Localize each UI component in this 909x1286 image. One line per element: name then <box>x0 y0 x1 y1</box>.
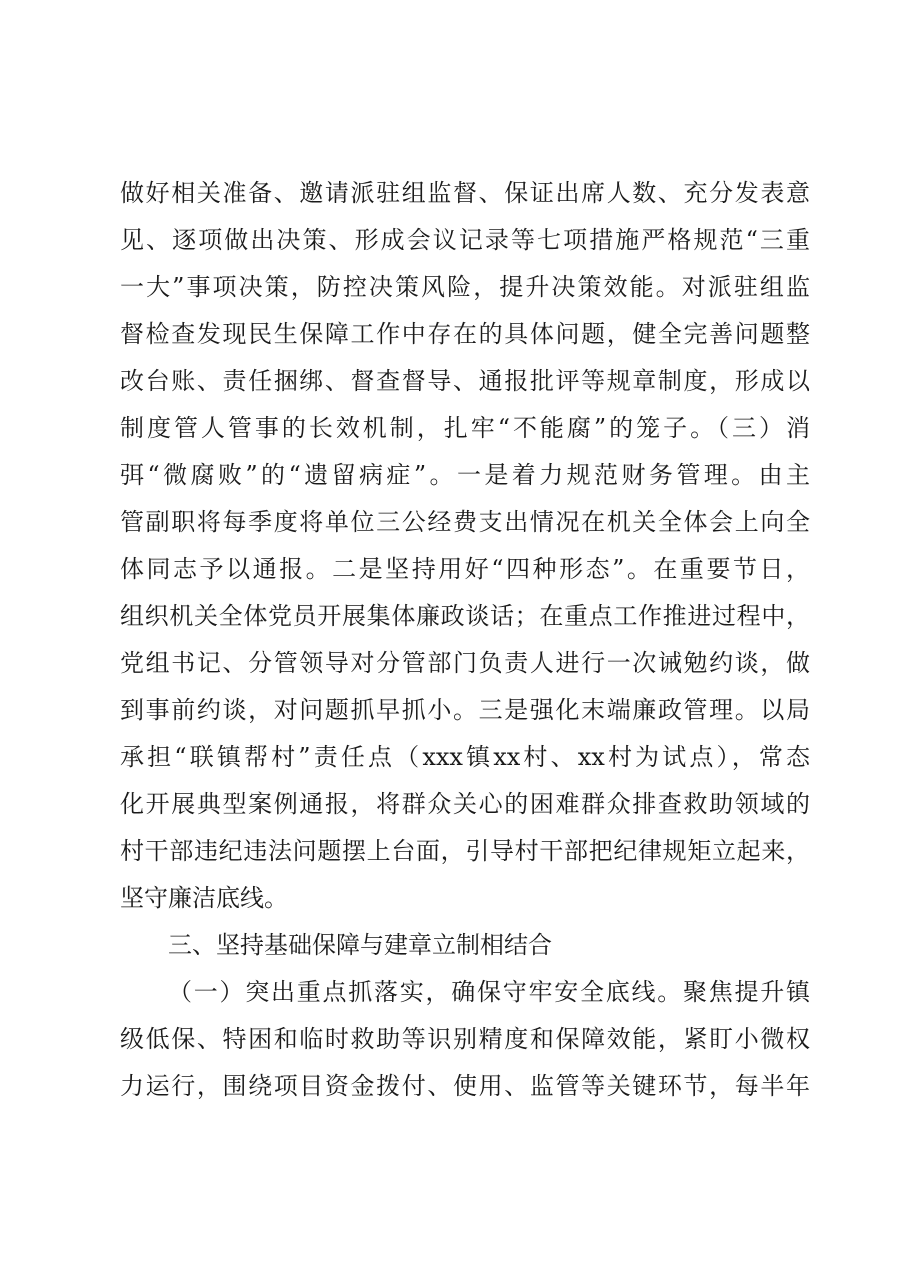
text-line: 体同志予以通报。二是坚持用好“四种形态”。在重要节日， <box>120 555 810 583</box>
text-line: 弭“微腐败”的“遗留病症”。一是着力规范财务管理。由主 <box>120 461 810 489</box>
paragraph-last-line: 坚守廉洁底线。 <box>120 884 288 912</box>
text-line: 改台账、责任捆绑、督查督导、通报批评等规章制度，形成以 <box>120 367 810 395</box>
text-line: 化开展典型案例通报，将群众关心的困难群众排查救助领域的 <box>120 790 810 818</box>
text-line: 一大”事项决策，防控决策风险，提升决策效能。对派驻组监 <box>120 273 810 301</box>
text-line: 级低保、特困和临时救助等识别精度和保障效能，紧盯小微权 <box>120 1025 810 1053</box>
text-line: 组织机关全体党员开展集体廉政谈话；在重点工作推进过程中， <box>120 602 810 630</box>
text-line: 制度管人管事的长效机制，扎牢“不能腐”的笼子。（三）消 <box>120 414 810 442</box>
text-line: 管副职将每季度将单位三公经费支出情况在机关全体会上向全 <box>120 508 810 536</box>
text-line: 力运行，围绕项目资金拨付、使用、监管等关键环节，每半年 <box>120 1072 810 1100</box>
paragraph-first-line: （一）突出重点抓落实，确保守牢安全底线。聚焦提升镇 <box>168 978 810 1006</box>
text-line: 村干部违纪违法问题摆上台面，引导村干部把纪律规矩立起来， <box>120 837 810 865</box>
text-line: 督检查发现民生保障工作中存在的具体问题，健全完善问题整 <box>120 320 810 348</box>
text-line: 党组书记、分管领导对分管部门负责人进行一次诫勉约谈，做 <box>120 649 810 677</box>
text-line: 承担“联镇帮村”责任点（xxx镇xx村、xx村为试点），常态 <box>120 743 810 771</box>
document-body <box>120 170 810 1110</box>
text-line: 到事前约谈，对问题抓早抓小。三是强化末端廉政管理。以局 <box>120 696 810 724</box>
section-heading: 三、坚持基础保障与建章立制相结合 <box>168 931 552 959</box>
text-line: 做好相关准备、邀请派驻组监督、保证出席人数、充分发表意 <box>120 179 810 207</box>
text-line: 见、逐项做出决策、形成会议记录等七项措施严格规范“三重 <box>120 226 810 254</box>
